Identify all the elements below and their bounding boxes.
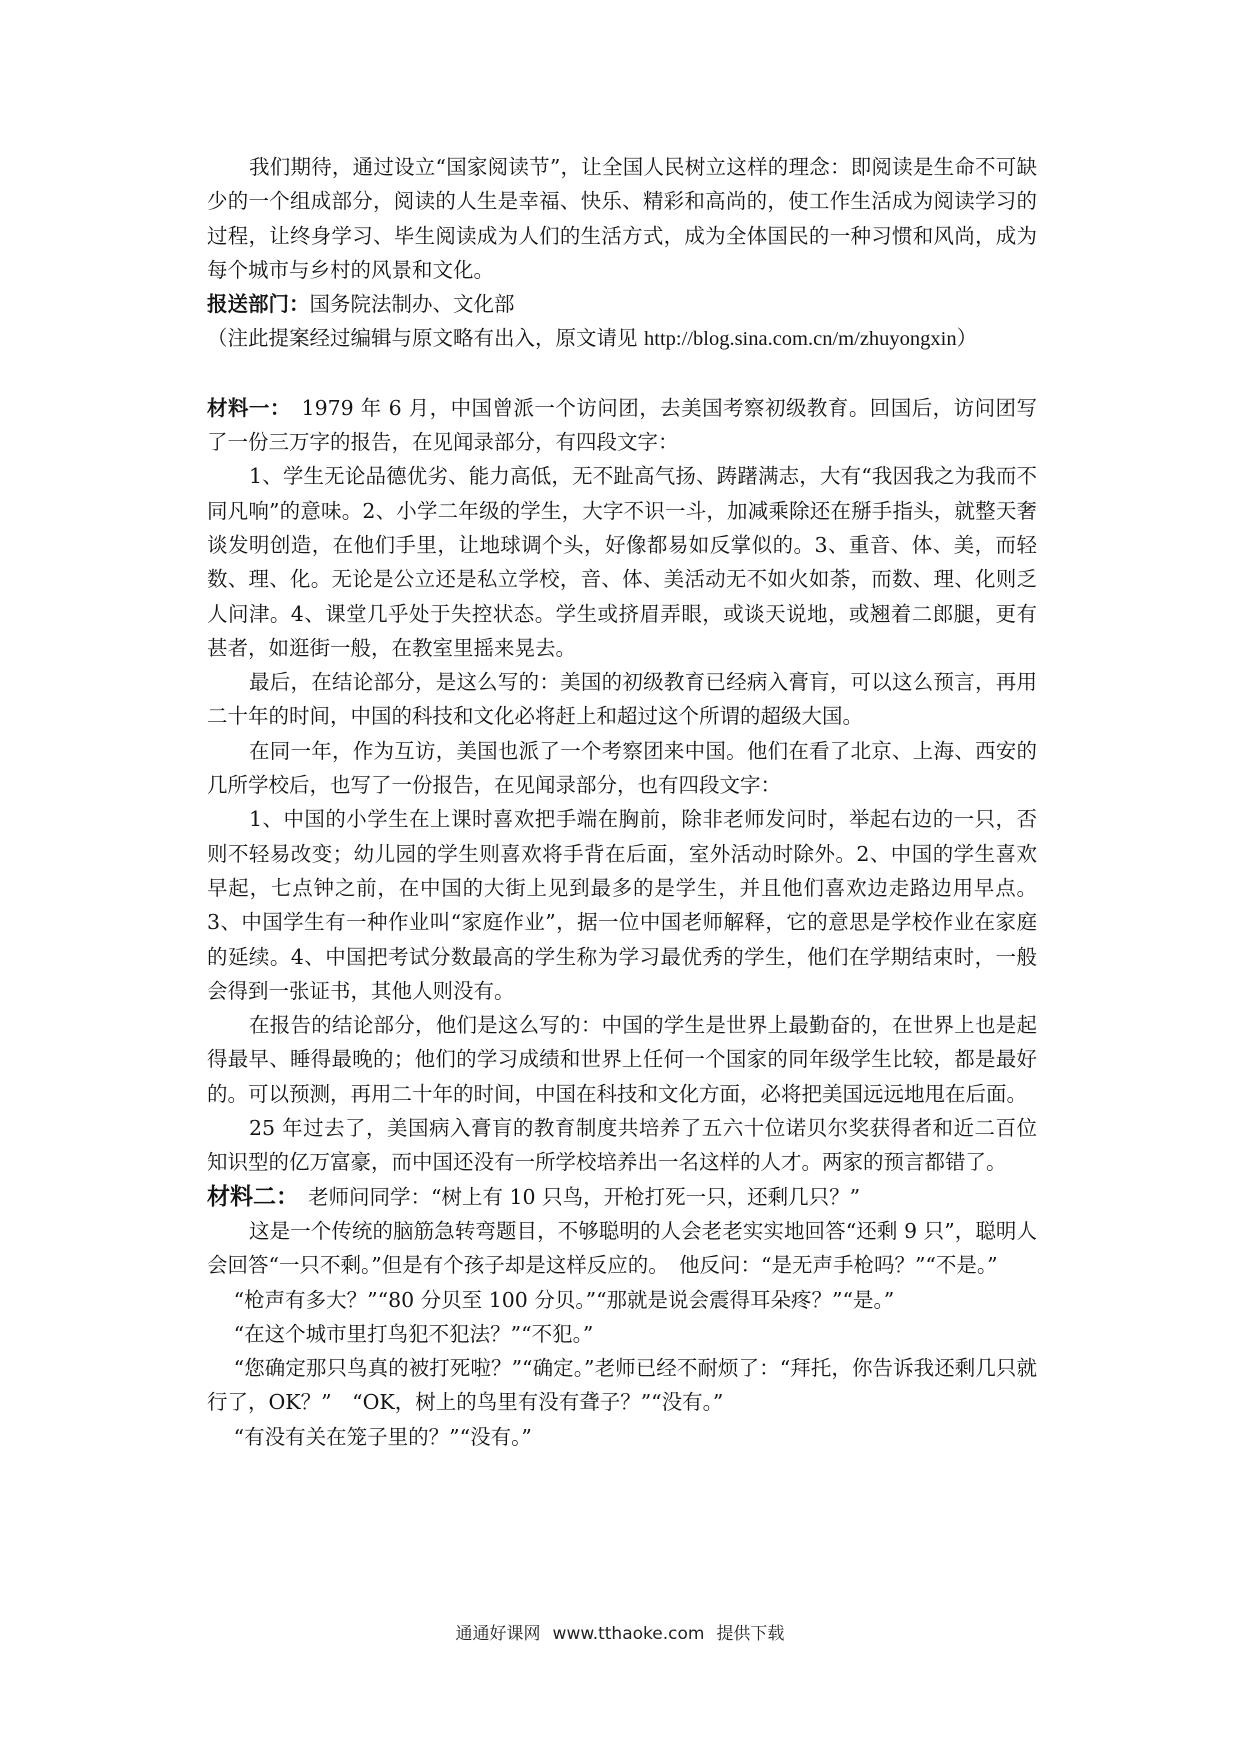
intro-paragraph: 我们期待，通过设立“国家阅读节”，让全国人民树立这样的理念：即阅读是生命不可缺少的一个组成部分，阅读的人生是幸福、快乐、精彩和高尚的，使工作生活成为阅读学习的过程，让终身学习、毕生阅读成为人们的生活方式，成为全体国民的一种习惯和风尚，成为每个城市与乡村的风景和文化。: [207, 155, 1037, 282]
footer-site-name: 通通好课网: [455, 1624, 541, 1644]
footer-site-suffix: 提供下载: [716, 1624, 785, 1644]
material-two-dialogue: “枪声有多大？”“80 分贝至 100 分贝。”“那就是说会震得耳朵疼？”“是。”: [233, 1287, 895, 1312]
material-two-text: 老师问同学：“树上有 10 只鸟，开枪打死一只，还剩几只？”: [287, 1184, 861, 1209]
material-two-dialogue: “在这个城市里打鸟犯不犯法？”“不犯。”: [233, 1321, 594, 1346]
footer-site-url[interactable]: www.tthaoke.com: [552, 1624, 705, 1644]
material-one-paragraph: 1、学生无论品德优劣、能力高低，无不趾高气扬、踌躇满志，大有“我因我之为我而不同凡响”的意味。2、小学二年级的学生，大字不识一斗，加减乘除还在掰手指头，就整天奢谈发明创造，在他们手里，让地球调个头，好像都易如反掌似的。3、重音、体、美，而轻数、理、化。无论是公立还是私立学校，音、体、美活动无不如火如荼，而数、理、化则乏人问津。4、课堂几乎处于失控状态。学生或挤眉弄眼，或谈天说地，或翘着二郎腿，更有甚者，如逛街一般，在教室里摇来晃去。: [207, 464, 1037, 660]
material-one-label: 材料一：: [207, 395, 281, 420]
material-two-intro: [207, 1180, 1037, 1214]
material-two-label: 材料二：: [207, 1182, 288, 1210]
source-note-prefix: （注此提案经过编辑与原文略有出入，原文请见: [207, 326, 645, 351]
source-note-url: http://blog.sina.com.cn/m/zhuyongxin: [644, 328, 957, 351]
source-note-suffix: ）: [956, 326, 978, 351]
material-one-paragraph: 在报告的结论部分，他们是这么写的：中国的学生是世界上最勤奋的，在世界上也是起得最早、睡得最晚的；他们的学习成绩和世界上任何一个国家的同年级学生比较，都是最好的。可以预测，再用二十年的时间，中国在科技和文化方面，必将把美国远远地甩在后面。: [207, 1013, 1037, 1106]
material-one-paragraph: 在同一年，作为互访，美国也派了一个考察团来中国。他们在看了北京、上海、西安的几所学校后，也写了一份报告，在见闻录部分，也有四段文字：: [207, 738, 1037, 798]
report-department-label: 报送部门：: [207, 292, 310, 317]
material-one-paragraph: 最后，在结论部分，是这么写的：美国的初级教育已经病入膏肓，可以这么预言，再用二十年的时间，中国的科技和文化必将赶上和超过这个所谓的超级大国。: [207, 670, 1037, 729]
material-one-intro: [207, 391, 1037, 460]
page-footer: [0, 1622, 1240, 1646]
document-body: [207, 150, 1037, 1454]
section-spacer: [207, 357, 1037, 391]
material-one-paragraph: 25 年过去了，美国病入膏肓的教育制度共培养了五六十位诺贝尔奖获得者和近二百位知识型的亿万富豪，而中国还没有一所学校培养出一名这样的人才。两家的预言都错了。: [207, 1116, 1037, 1175]
report-department-value: 国务院法制办、文化部: [309, 292, 515, 317]
material-two-paragraph: 这是一个传统的脑筋急转弯题目，不够聪明的人会老老实实地回答“还剩 9 只”，聪明人会回答“一只不剩。”但是有个孩子却是这样反应的。 他反问：“是无声手枪吗？”“不是。”: [207, 1218, 1037, 1278]
material-one-text: 1979 年 6 月，中国曾派一个访问团，去美国考察初级教育。回国后，访问团写了一份三万字的报告，在见闻录部分，有四段文字：: [207, 395, 1037, 455]
material-two-dialogue: “您确定那只鸟真的被打死啦？”“确定。”老师已经不耐烦了：“拜托，你告诉我还剩几只就行了，OK？” “OK，树上的鸟里有没有聋子？”“没有。”: [207, 1356, 1037, 1415]
material-two-dialogue: “有没有关在笼子里的？”“没有。”: [233, 1424, 532, 1449]
report-department-line: [207, 287, 1037, 321]
source-note: [207, 321, 1037, 356]
material-one-paragraph: 1、中国的小学生在上课时喜欢把手端在胸前，除非老师发问时，举起右边的一只，否则不轻易改变；幼儿园的学生则喜欢将手背在后面，室外活动时除外。2、中国的学生喜欢早起，七点钟之前，在中国的大街上见到最多的是学生，并且他们喜欢边走路边用早点。3、中国学生有一种作业叫“家庭作业”，据一位中国老师解释，它的意思是学校作业在家庭的延续。4、中国把考试分数最高的学生称为学习最优秀的学生，他们在学期结束时，一般会得到一张证书，其他人则没有。: [207, 807, 1037, 1003]
